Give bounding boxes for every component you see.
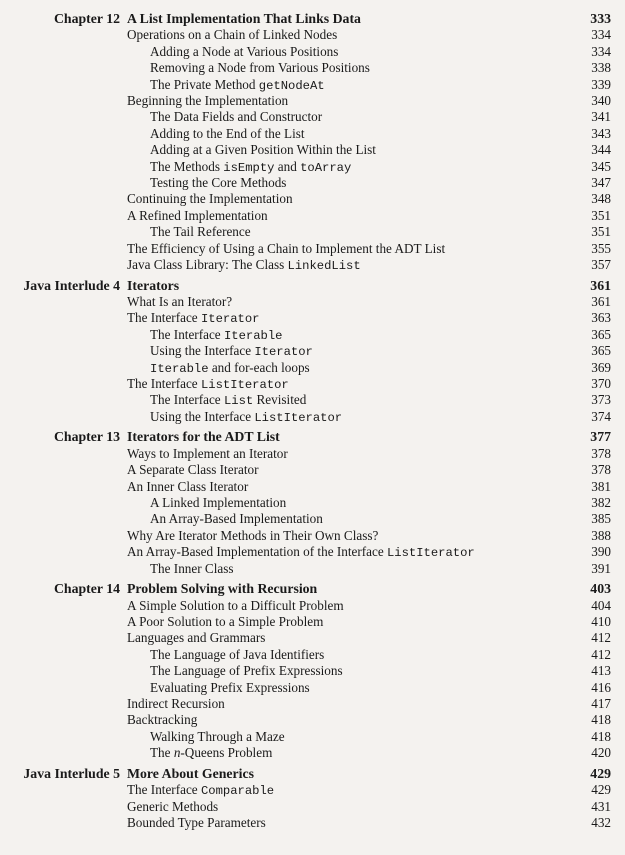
toc-entry	[0, 175, 625, 191]
page-number: 374	[591, 408, 611, 424]
page-number: 377	[590, 429, 611, 445]
page-number: 361	[591, 294, 611, 309]
code-term: isEmpty	[223, 160, 275, 175]
section-title	[127, 462, 258, 478]
code-term: Iterable	[150, 361, 209, 376]
page-number: 351	[591, 224, 611, 240]
toc-entry	[0, 614, 625, 630]
code-term: ListIterator	[254, 410, 343, 425]
chapter-title	[127, 11, 361, 27]
code-term: ListIterator	[200, 378, 289, 392]
page-number: 361	[590, 277, 611, 293]
title-text: Adding a Node at Various Positions	[150, 43, 339, 59]
code-term: toArray	[300, 160, 352, 175]
title-text: The	[150, 745, 174, 761]
section-title	[127, 241, 445, 257]
title-text: and	[274, 158, 301, 174]
title-text: More About Generics	[127, 765, 254, 781]
page-number: 412	[591, 630, 611, 646]
page-number: 429	[591, 782, 611, 798]
title-text: Continuing the Implementation	[127, 191, 293, 207]
toc-entry	[0, 528, 625, 544]
title-text: Iterators	[127, 277, 180, 293]
page-number: 357	[591, 257, 611, 272]
title-text: -Queens Problem	[180, 745, 273, 761]
code-term: List	[223, 394, 254, 409]
title-text: Problem Solving with Recursion	[127, 581, 318, 597]
page-number: 365	[591, 326, 611, 342]
page-number: 403	[590, 581, 611, 597]
toc-entry	[0, 696, 625, 712]
toc-entry	[0, 680, 625, 696]
section-title	[127, 294, 232, 310]
code-term: ListIterator	[386, 546, 475, 561]
toc-chapter-entry	[0, 766, 625, 782]
chapter-label: Chapter 12	[53, 11, 120, 26]
page-number: 432	[591, 815, 611, 830]
toc-entry	[0, 495, 625, 511]
section-title	[127, 782, 274, 799]
code-term: Iterator	[254, 345, 313, 360]
title-text: Using the Interface	[150, 343, 255, 359]
section-title	[127, 446, 288, 462]
code-term: getNodeAt	[258, 78, 325, 93]
page-number: 370	[591, 376, 611, 391]
toc-entry	[0, 462, 625, 478]
section-title	[127, 27, 337, 43]
chapter-title	[127, 766, 254, 782]
section-title	[127, 799, 218, 815]
title-text: Testing the Core Methods	[150, 175, 287, 190]
title-text: The Tail Reference	[150, 224, 251, 240]
title-text: Ways to Implement an Iterator	[127, 445, 288, 461]
section-title	[127, 815, 266, 831]
section-title	[150, 175, 286, 191]
title-text: An Array-Based Implementation of the Interface	[127, 544, 387, 560]
code-term: Comparable	[200, 784, 275, 799]
section-title	[127, 310, 259, 327]
page-number: 333	[590, 11, 611, 26]
section-title	[127, 544, 475, 561]
page-number: 340	[591, 93, 611, 108]
toc-entry	[0, 479, 625, 495]
code-term: LinkedList	[287, 259, 361, 273]
page-number: 391	[591, 560, 611, 576]
toc-entry	[0, 446, 625, 462]
toc-entry	[0, 598, 625, 614]
title-text: Why Are Iterator Methods in Their Own Class?	[127, 527, 379, 543]
toc-entry	[0, 815, 625, 831]
page-number: 351	[591, 207, 611, 223]
code-term: Iterator	[200, 312, 260, 327]
toc-entry	[0, 60, 625, 76]
section-title	[150, 60, 370, 76]
page-number: 378	[591, 462, 611, 478]
section-title	[150, 729, 285, 745]
section-title	[150, 745, 272, 761]
page-number: 355	[591, 240, 611, 256]
title-text: A Refined Implementation	[127, 207, 268, 223]
chapter-title	[127, 581, 317, 597]
section-title	[127, 696, 225, 712]
page-number: 334	[591, 43, 611, 59]
toc-entry	[0, 27, 625, 43]
title-text: The Efficiency of Using a Chain to Implement the ADT List	[127, 240, 446, 256]
title-text: Using the Interface	[150, 408, 255, 424]
chapter-label: Java Interlude 5	[23, 765, 120, 781]
section-title	[127, 257, 361, 274]
section-title	[150, 495, 286, 511]
toc-entry	[0, 191, 625, 207]
page-number: 343	[591, 125, 611, 141]
toc-entry	[0, 799, 625, 815]
page-number: 339	[591, 76, 611, 92]
page-number: 412	[591, 646, 611, 662]
toc-entry	[0, 360, 625, 376]
title-text: Backtracking	[127, 712, 198, 728]
page-number: 385	[591, 511, 611, 527]
title-text: A List Implementation That Links Data	[127, 11, 361, 26]
page-number: 365	[591, 343, 611, 359]
toc-entry	[0, 561, 625, 577]
section-title	[127, 93, 288, 109]
title-text: Java Class Library: The Class	[127, 257, 288, 272]
chapter-label: Chapter 14	[53, 581, 120, 597]
section-title	[150, 327, 282, 344]
page-number: 390	[591, 544, 611, 560]
title-text: Languages and Grammars	[127, 630, 266, 646]
toc-entry	[0, 392, 625, 408]
title-text: The Data Fields and Constructor	[150, 109, 323, 125]
title-text: Operations on a Chain of Linked Nodes	[127, 27, 338, 43]
page-number: 373	[591, 392, 611, 408]
section-title	[127, 528, 378, 544]
toc-entry	[0, 327, 625, 343]
toc-chapter-entry	[0, 581, 625, 597]
title-text: Beginning the Implementation	[127, 93, 289, 108]
toc-entry	[0, 729, 625, 745]
page-number: 378	[591, 445, 611, 461]
section-title	[127, 630, 265, 646]
toc-entry	[0, 109, 625, 125]
title-text: A Poor Solution to a Simple Problem	[127, 614, 324, 629]
page-number: 341	[591, 109, 611, 125]
chapter-title	[127, 278, 179, 294]
title-text: The Interface	[127, 310, 201, 326]
title-text: Iterators for the ADT List	[127, 429, 280, 445]
section-title	[127, 614, 323, 630]
title-text: Removing a Node from Various Positions	[150, 60, 370, 76]
toc-entry	[0, 142, 625, 158]
toc-entry	[0, 77, 625, 93]
page-number: 334	[591, 27, 611, 43]
title-text: The Interface	[150, 392, 224, 408]
section-title	[150, 126, 305, 142]
page-number: 410	[591, 614, 611, 629]
title-text: Evaluating Prefix Expressions	[150, 679, 310, 695]
toc-chapter-entry	[0, 11, 625, 27]
title-text: An Inner Class Iterator	[127, 478, 249, 494]
section-title	[150, 109, 322, 125]
page-number: 417	[591, 696, 611, 711]
chapter-label: Chapter 13	[53, 429, 120, 445]
page-number: 418	[591, 728, 611, 744]
page-number: 381	[591, 478, 611, 494]
toc-entry	[0, 224, 625, 240]
toc-entry	[0, 257, 625, 273]
page-number: 338	[591, 60, 611, 76]
section-title	[150, 392, 306, 409]
title-text: n	[173, 745, 181, 761]
page-number: 345	[591, 158, 611, 174]
section-title	[150, 159, 351, 176]
toc-entry	[0, 712, 625, 728]
toc-entry	[0, 630, 625, 646]
page-number: 388	[591, 527, 611, 543]
title-text: The Private Method	[150, 76, 259, 92]
section-title	[150, 44, 338, 60]
page-number: 369	[591, 359, 611, 375]
page-number: 348	[591, 191, 611, 207]
page-number: 382	[591, 495, 611, 510]
section-title	[150, 680, 310, 696]
title-text: Revisited	[253, 392, 307, 408]
title-text: and for-each loops	[208, 359, 310, 375]
toc-entry	[0, 376, 625, 392]
title-text: Walking Through a Maze	[150, 728, 285, 744]
toc-entry	[0, 44, 625, 60]
toc-chapter-entry	[0, 429, 625, 445]
page-number: 431	[591, 798, 611, 814]
section-title	[150, 360, 310, 377]
title-text: A Linked Implementation	[150, 495, 287, 510]
toc-entry	[0, 782, 625, 798]
section-title	[150, 511, 323, 527]
section-title	[150, 663, 343, 679]
title-text: The Language of Java Identifiers	[150, 646, 325, 662]
section-title	[127, 208, 268, 224]
chapter-label: Java Interlude 4	[23, 277, 120, 293]
page-number: 363	[591, 310, 611, 326]
title-text: Adding to the End of the List	[150, 125, 305, 141]
page-number: 404	[591, 597, 611, 613]
toc-entry	[0, 511, 625, 527]
page-number: 418	[591, 712, 611, 728]
title-text: The Interface	[150, 326, 224, 342]
title-text: The Inner Class	[150, 560, 234, 576]
toc-entry	[0, 544, 625, 560]
title-text: What Is an Iterator?	[127, 294, 233, 309]
title-text: Indirect Recursion	[127, 696, 225, 711]
toc-entry	[0, 93, 625, 109]
title-text: The Interface	[127, 376, 201, 391]
title-text: A Simple Solution to a Difficult Problem	[127, 597, 344, 613]
page-number: 416	[591, 679, 611, 695]
section-title	[127, 376, 289, 393]
toc-entry	[0, 663, 625, 679]
title-text: The Methods	[150, 158, 224, 174]
section-title	[150, 561, 234, 577]
toc-entry	[0, 241, 625, 257]
code-term: Iterable	[223, 328, 283, 343]
chapter-title	[127, 429, 280, 445]
section-title	[150, 647, 324, 663]
title-text: Bounded Type Parameters	[127, 815, 266, 830]
title-text: The Language of Prefix Expressions	[150, 663, 343, 679]
toc-entry	[0, 294, 625, 310]
toc-entry	[0, 343, 625, 359]
toc-chapter-entry	[0, 278, 625, 294]
title-text: Generic Methods	[127, 798, 219, 814]
title-text: The Interface	[127, 782, 201, 798]
page-number: 420	[591, 745, 611, 761]
toc-entry	[0, 647, 625, 663]
toc-entry	[0, 745, 625, 761]
title-text: Adding at a Given Position Within the List	[150, 142, 376, 158]
section-title	[150, 343, 313, 360]
section-title	[150, 142, 376, 158]
toc-entry	[0, 159, 625, 175]
toc-entry	[0, 310, 625, 326]
title-text: A Separate Class Iterator	[127, 462, 259, 478]
page-number: 347	[591, 175, 611, 190]
section-title	[150, 224, 251, 240]
title-text: An Array-Based Implementation	[150, 511, 323, 527]
section-title	[127, 712, 197, 728]
section-title	[127, 191, 293, 207]
page-number: 429	[590, 765, 611, 781]
page-number: 413	[591, 663, 611, 679]
section-title	[127, 479, 248, 495]
section-title	[127, 598, 344, 614]
section-title	[150, 77, 325, 94]
toc-entry	[0, 208, 625, 224]
toc-entry	[0, 126, 625, 142]
section-title	[150, 409, 342, 426]
page-number: 344	[591, 142, 611, 158]
toc-entry	[0, 409, 625, 425]
